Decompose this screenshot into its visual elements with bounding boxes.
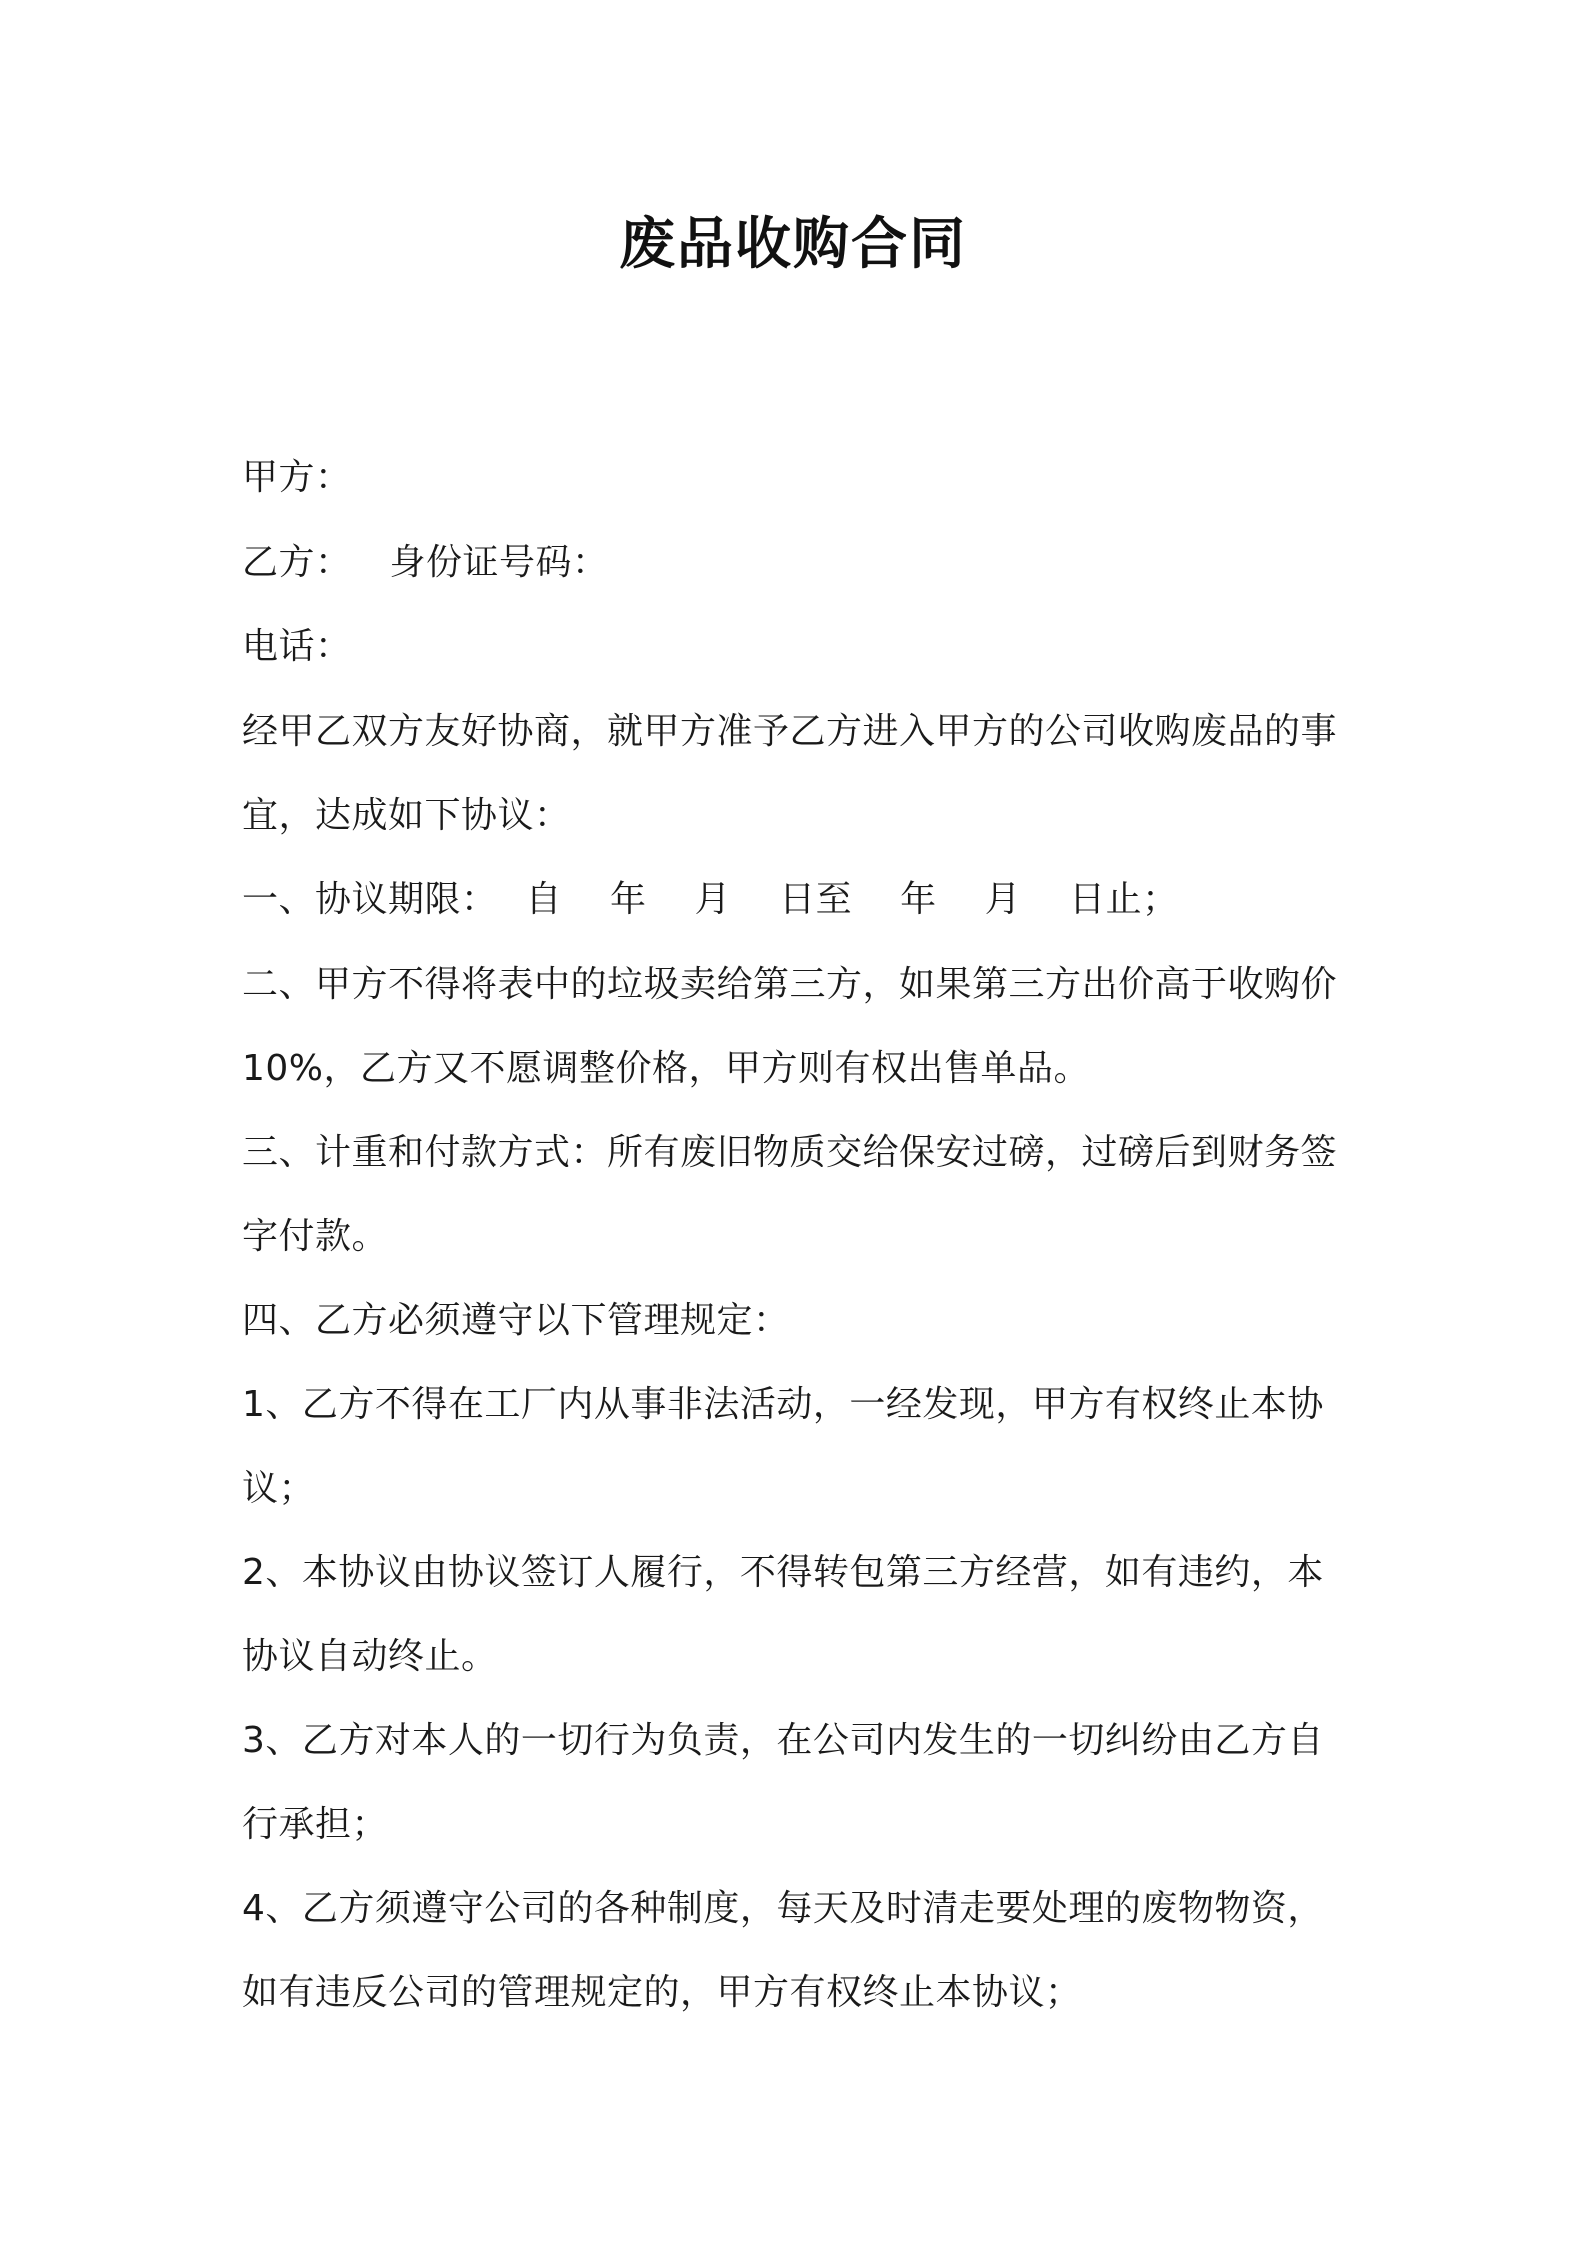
clause-4-heading: 四、乙方必须遵守以下管理规定： — [242, 1300, 790, 1341]
party-b-line — [242, 533, 1362, 593]
rule-2-line-2: 协议自动终止。 — [242, 1636, 498, 1677]
rule-3-line-2: 行承担； — [242, 1804, 389, 1845]
term-year-2: 年 — [900, 879, 937, 920]
intro-line-1: 经甲乙双方友好协商，就甲方准予乙方进入甲方的公司收购废品的事 — [242, 711, 1338, 752]
term-day-to: 日至 — [779, 879, 853, 920]
rule-4-line-2: 如有违反公司的管理规定的，甲方有权终止本协议； — [242, 1972, 1082, 2013]
clause-2-line-2: 10%，乙方又不愿调整价格，甲方则有权出售单品。 — [242, 1048, 1091, 1089]
id-number-label: 身份证号码： — [389, 542, 609, 583]
party-b-label: 乙方： — [242, 542, 352, 583]
term-clause — [242, 870, 1362, 930]
term-month-1: 月 — [694, 879, 732, 920]
phone-label: 电话： — [242, 626, 352, 667]
rule-4-line-1: 4、乙方须遵守公司的各种制度，每天及时清走要处理的废物物资， — [242, 1888, 1324, 1929]
rule-2-line-1: 2、本协议由协议签订人履行，不得转包第三方经营，如有违约，本 — [242, 1552, 1324, 1593]
clause-3-line-1: 三、计重和付款方式：所有废旧物质交给保安过磅，过磅后到财务签 — [242, 1132, 1338, 1173]
contract-title: 废品收购合同 — [619, 212, 967, 277]
clause-3-line-2: 字付款。 — [242, 1216, 389, 1257]
term-day-end: 日止； — [1069, 879, 1179, 920]
intro-line-2: 宜，达成如下协议： — [242, 795, 571, 836]
phone-line — [242, 617, 1362, 677]
clause-2-line-1: 二、甲方不得将表中的垃圾卖给第三方，如果第三方出价高于收购价 — [242, 964, 1338, 1005]
party-a-line — [242, 448, 1362, 508]
term-year-1: 年 — [610, 879, 647, 920]
term-from: 自 — [525, 879, 563, 920]
rule-1-line-1: 1、乙方不得在工厂内从事非法活动，一经发现，甲方有权终止本协 — [242, 1384, 1324, 1425]
rule-3-line-1: 3、乙方对本人的一切行为负责，在公司内发生的一切纠纷由乙方自 — [242, 1720, 1324, 1761]
term-month-2: 月 — [984, 879, 1022, 920]
term-label: 一、协议期限： — [242, 879, 498, 920]
party-a-label: 甲方： — [242, 457, 352, 498]
rule-1-line-2: 议； — [242, 1468, 316, 1509]
